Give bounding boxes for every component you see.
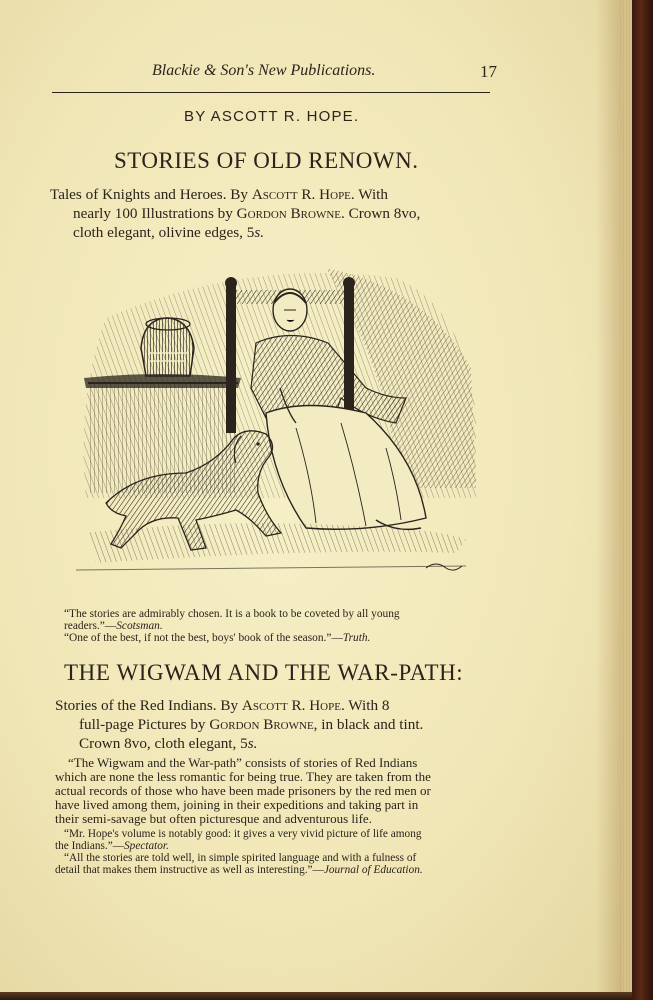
engraving-illustration: [66, 248, 486, 598]
book1-desc-text: nearly 100 Illustrations by: [73, 205, 237, 222]
book1-desc-line2: [73, 204, 420, 223]
helmet-icon: [141, 318, 194, 376]
book1-review2-text: “One of the best, if not the best, boys' book of the season.”—: [64, 632, 343, 644]
book2-blurb-line: actual records of those who have been made prisoners by the red men or: [55, 783, 431, 798]
book2-illustrator: Gordon Browne,: [209, 716, 318, 733]
book2-review1-line2: [55, 840, 169, 853]
page-edges: [622, 0, 632, 1000]
book2-title: THE WIGWAM AND THE WAR-PATH:: [64, 660, 464, 685]
page-number: 17: [480, 62, 497, 81]
book2-desc-line1: [55, 696, 389, 715]
author-heading: BY ASCOTT R. HOPE.: [184, 108, 360, 125]
book2-desc-line3: [79, 734, 257, 753]
book1-illustrator: Gordon Browne.: [236, 205, 345, 222]
book2-desc-text: With 8: [344, 697, 390, 714]
book2-blurb-line: “The Wigwam and the War-path” consists of stories of Red Indians: [68, 755, 418, 770]
book2-blurb-line: have lived among them, joining in their expeditions and taking part in: [55, 797, 419, 812]
book1-review1-source: Scotsman.: [116, 620, 163, 632]
book2-blurb-line: their semi-savage but often picturesque and adventurous life.: [55, 811, 372, 826]
book1-desc-line3: [73, 223, 264, 242]
book2-desc-line2: [79, 715, 423, 734]
page-gutter-shadow: [596, 0, 622, 992]
book2-review2-source: Journal of Education.: [323, 864, 423, 876]
book2-review1-source: Spectator.: [124, 840, 169, 852]
book2-desc-text: Crown 8vo, cloth elegant, 5: [79, 735, 248, 752]
book2-review2-line2: [55, 864, 423, 877]
book2-review1-text: the Indians.”—: [55, 840, 125, 852]
book1-desc-text: With: [354, 186, 388, 203]
book2-blurb-line: which are none the less romantic for being true. They are taken from the: [55, 769, 431, 784]
book1-review1-line2: [64, 620, 163, 632]
book1-review1-text: readers.”—: [64, 620, 117, 632]
book1-price-unit: s.: [254, 224, 265, 241]
book2-desc-text: full-page Pictures by: [79, 716, 210, 733]
bottom-binding-edge: [0, 992, 632, 1000]
book1-desc-text: Crown 8vo,: [344, 205, 421, 222]
book2-desc-text: Stories of the Red Indians. By: [55, 697, 242, 714]
book2-price-unit: s.: [247, 735, 258, 752]
book1-review2: [64, 632, 370, 644]
book1-review2-source: Truth.: [342, 632, 371, 644]
book2-review2-line1: “All the stories are told well, in simple spirited language and with a fulness of: [64, 852, 417, 864]
book1-author: Ascott R. Hope.: [251, 186, 355, 203]
book1-desc-text: cloth elegant, olivine edges, 5: [73, 224, 255, 241]
book2-desc-text: in black and tint.: [317, 716, 424, 733]
running-head: Blackie & Son's New Publications.: [152, 62, 376, 79]
book-cover-edge: [632, 0, 653, 1000]
book1-title: STORIES OF OLD RENOWN.: [114, 148, 419, 173]
book1-review1-line1: “The stories are admirably chosen. It is a book to be coveted by all young: [64, 608, 400, 620]
book1-desc-line1: [50, 185, 388, 204]
header-rule: [52, 92, 490, 93]
book2-review2-text: detail that makes them instructive as well as interesting.”—: [55, 864, 324, 876]
book2-review1-line1: “Mr. Hope's volume is notably good: it gives a very vivid picture of life among: [64, 828, 422, 840]
book2-author: Ascott R. Hope.: [241, 697, 345, 714]
book1-desc-text: Tales of Knights and Heroes. By: [50, 186, 252, 203]
